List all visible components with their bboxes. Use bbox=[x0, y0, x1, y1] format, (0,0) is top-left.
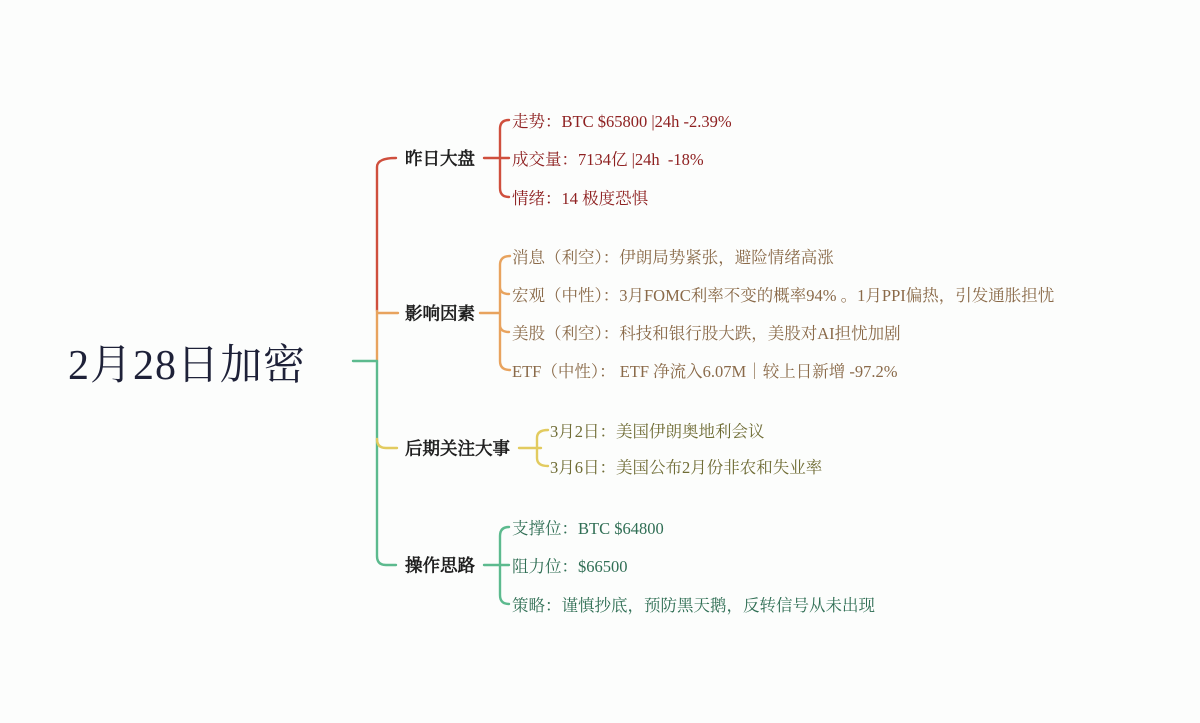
branch-factors-children-bracket bbox=[480, 256, 510, 370]
branch-factors-spine-link bbox=[377, 311, 398, 361]
branch-yesterday-children-bracket bbox=[484, 120, 509, 197]
node-us-stocks: 美股（利空）：科技和银行股大跌，美股对AI担忧加剧 bbox=[512, 324, 901, 343]
node-macro: 宏观（中性）：3月FOMC利率不变的概率94% 。1月PPI偏热，引发通胀担忧 bbox=[512, 286, 1055, 305]
node-news: 消息（利空）：伊朗局势紧张，避险情绪高涨 bbox=[512, 248, 834, 267]
branch-strategy-spine-link bbox=[353, 361, 396, 565]
branch-label-yesterday-market: 昨日大盘 bbox=[405, 148, 475, 169]
root-node-title: 2月28日加密 bbox=[68, 343, 307, 389]
node-resistance-level: 阻力位：$66500 bbox=[512, 557, 628, 576]
branch-events-stub-link bbox=[377, 439, 397, 448]
node-sentiment: 情绪：14 极度恐惧 bbox=[512, 189, 649, 208]
branch-events-children-bracket bbox=[519, 430, 548, 466]
node-event-mar6: 3月6日：美国公布2月份非农和失业率 bbox=[550, 458, 823, 477]
node-trend: 走势：BTC $65800 |24h -2.39% bbox=[512, 112, 732, 131]
node-strategy: 策略：谨慎抄底，预防黑天鹅，反转信号从未出现 bbox=[512, 596, 875, 615]
branch-yesterday-spine-link bbox=[377, 158, 396, 311]
node-etf: ETF（中性）： ETF 净流入6.07M｜较上日新增 -97.2% bbox=[512, 362, 898, 381]
branch-label-operation-strategy: 操作思路 bbox=[405, 555, 475, 576]
branch-label-influencing-factors: 影响因素 bbox=[405, 303, 475, 324]
branch-strategy-children-bracket bbox=[484, 527, 509, 604]
branch-label-upcoming-events: 后期关注大事 bbox=[405, 438, 510, 459]
node-volume: 成交量：7134亿 |24h -18% bbox=[512, 150, 704, 169]
node-event-mar2: 3月2日：美国伊朗奥地利会议 bbox=[550, 422, 765, 441]
node-support-level: 支撑位：BTC $64800 bbox=[512, 519, 664, 538]
